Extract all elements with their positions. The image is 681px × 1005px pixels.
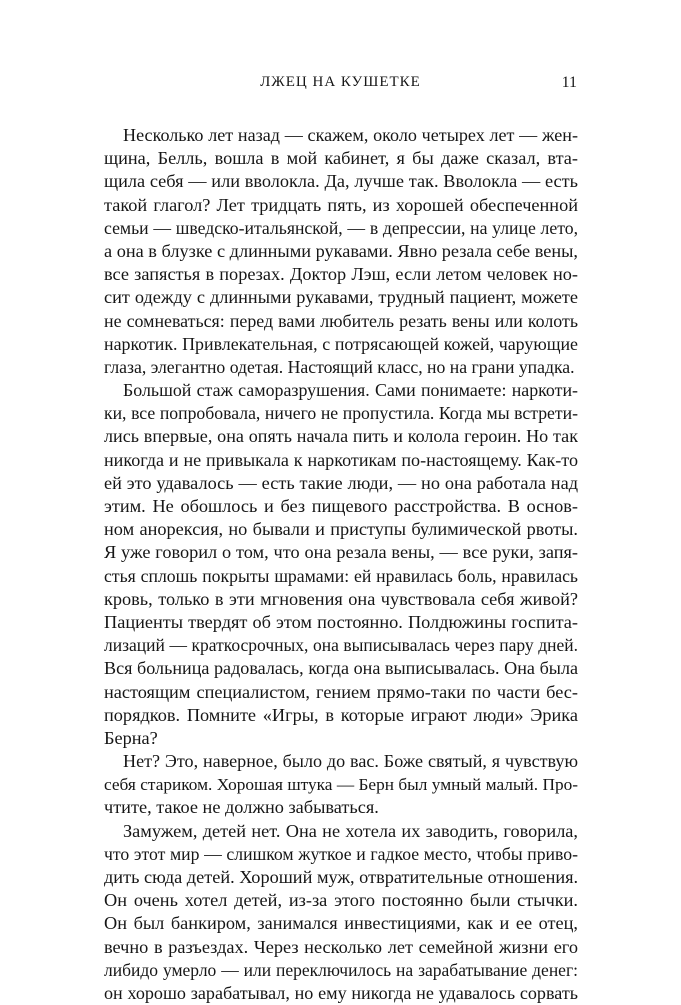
text-line: семьи — шведско-итальянской, — в депрессии, на улице лето, bbox=[104, 217, 578, 238]
text-line: никогда и не привыкала к наркотикам по-настоящему. Как-то bbox=[104, 449, 578, 470]
text-line: все запястья в порезах. Доктор Лэш, если летом человек но- bbox=[104, 264, 578, 285]
text-line: Большой стаж саморазрушения. Сами понимаете: наркоти- bbox=[123, 380, 578, 401]
text-line: стья сплошь покрыты шрамами: ей нравилась боль, нравилась bbox=[104, 565, 578, 586]
text-line: Он был банкиром, занимался инвестициями, как и ее отец, bbox=[104, 913, 578, 934]
text-line: настоящим специалистом, гением прямо-таки по части бес- bbox=[104, 681, 578, 702]
text-line: этим. Не обошлось и без пищевого расстройства. В основ- bbox=[104, 496, 578, 516]
body-text bbox=[104, 124, 578, 1005]
running-title: ЛЖЕЦ НА КУШЕТКЕ bbox=[260, 74, 421, 90]
page-number: 11 bbox=[561, 74, 577, 91]
text-line: глаза, элегантно одетая. Настоящий класс, но на грани упадка. bbox=[104, 356, 575, 377]
text-line: лись впервые, она опять начала пить и колола героин. Но так bbox=[104, 426, 578, 447]
text-line: Несколько лет назад — скажем, около четырех лет — жен- bbox=[123, 125, 578, 145]
text-line: щила себя — или вволокла. Да, лучше так. Вволокла — есть bbox=[104, 171, 578, 192]
text-line: Нет? Это, наверное, было до вас. Боже святый, я чувствую bbox=[123, 751, 578, 772]
text-line: вечно в разъездах. Через несколько лет семейной жизни его bbox=[104, 936, 578, 957]
text-line: а она в блузке с длинными рукавами. Явно резала себе вены, bbox=[104, 240, 578, 261]
text-line: либидо умерло — или переключилось на зарабатывание денег: bbox=[104, 959, 578, 980]
text-line: Я уже говорил о том, что она резала вены, — все руки, запя- bbox=[104, 542, 578, 563]
text-line: кровь, только в эти мгновения она чувствовала себя живой? bbox=[104, 588, 578, 609]
text-line: ки, все попробовала, ничего не пропустила. Когда мы встрети- bbox=[104, 403, 578, 424]
text-line: сит одежду с длинными рукавами, трудный пациент, можете bbox=[104, 287, 578, 308]
text-line: ном анорексия, но бывали и приступы булимической рвоты. bbox=[104, 519, 578, 540]
text-line: не сомневаться: перед вами любитель резать вены или колоть bbox=[104, 310, 578, 331]
text-line: наркотик. Привлекательная, с потрясающей кожей, чарующие bbox=[104, 333, 578, 354]
text-line: он хорошо зарабатывал, но ему никогда не удавалось сорвать bbox=[104, 982, 578, 1003]
text-line: что этот мир — слишком жуткое и гадкое место, чтобы приво- bbox=[104, 843, 578, 864]
text-line: Вся больница радовалась, когда она выписывалась. Она была bbox=[104, 658, 578, 679]
text-line: порядков. Помните «Игры, в которые играют люди» Эрика bbox=[104, 704, 578, 725]
text-line: дить сюда детей. Хороший муж, отвратительные отношения. bbox=[104, 867, 578, 887]
text-line: Пациенты твердят об этом постоянно. Полдюжины госпита- bbox=[104, 611, 578, 632]
text-line: себя стариком. Хорошая штука — Берн был умный малый. Про- bbox=[104, 775, 578, 795]
running-head bbox=[104, 74, 577, 96]
text-line: чтите, такое не должно забываться. bbox=[104, 797, 379, 818]
text-line: Он очень хотел детей, из-за этого постоянно были стычки. bbox=[104, 890, 578, 911]
text-line: ей это удавалось — есть такие люди, — но она работала над bbox=[104, 472, 578, 493]
text-line: Берна? bbox=[104, 727, 158, 748]
text-line: такой глагол? Лет тридцать пять, из хорошей обеспеченной bbox=[104, 194, 578, 215]
text-line: щина, Белль, вошла в мой кабинет, я бы даже сказал, вта- bbox=[104, 148, 578, 169]
text-line: Замужем, детей нет. Она не хотела их заводить, говорила, bbox=[123, 820, 578, 841]
text-line: лизаций — краткосрочных, она выписывалась через пару дней. bbox=[104, 635, 578, 656]
